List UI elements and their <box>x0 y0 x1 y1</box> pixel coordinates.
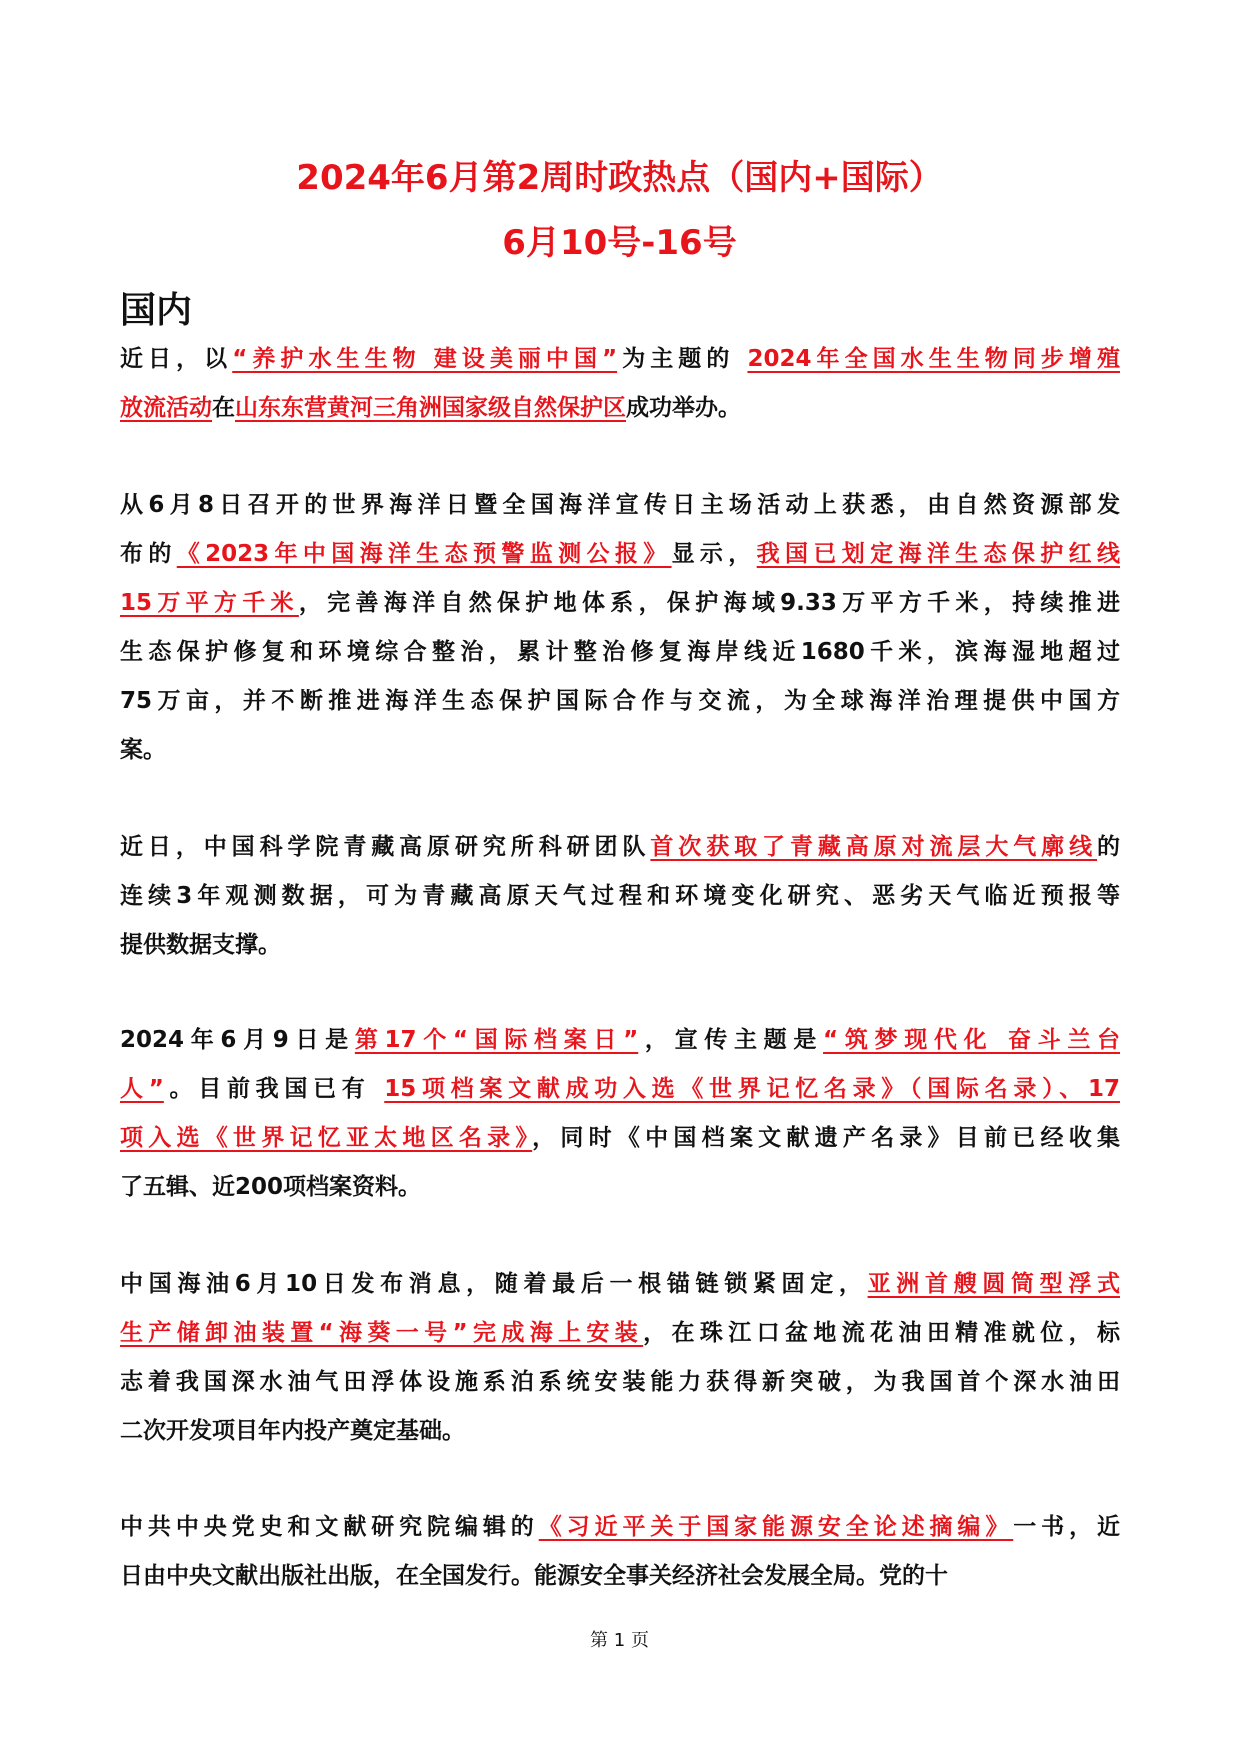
body-text: 案。 <box>120 737 166 763</box>
news-paragraph <box>120 823 1120 970</box>
body-text: 提供数据支撑。 <box>120 932 281 958</box>
text-line <box>120 628 1120 677</box>
body-text: 中共中央党史和文献研究院编辑的 <box>120 1514 539 1540</box>
body-text: 的 <box>1097 834 1121 860</box>
page-number: 第 1 页 <box>590 1630 649 1651</box>
body-text: 日由中央文献出版社出版，在全国发行。能源安全事关经济社会发展全局。党的十 <box>120 1563 948 1589</box>
text-line <box>120 481 1120 530</box>
body-text: 成功举办。 <box>626 395 741 421</box>
text-line <box>120 921 1120 970</box>
body-text: 一书，近 <box>1013 1514 1121 1540</box>
body-text: 为主题的 <box>617 346 748 372</box>
text-line <box>120 1114 1120 1163</box>
text-line <box>120 1016 1120 1065</box>
news-paragraph <box>120 1260 1120 1456</box>
text-line <box>120 1309 1120 1358</box>
highlighted-text: 亚洲首艘圆筒型浮式 <box>867 1271 1121 1297</box>
text-line <box>120 1407 1120 1456</box>
text-line <box>120 579 1120 628</box>
body-text: 75万亩，并不断推进海洋生态保护国际合作与交流，为全球海洋治理提供中国方 <box>120 688 1120 714</box>
text-line <box>120 1260 1120 1309</box>
body-text: ，完善海洋自然保护地体系，保护海域9.33万平方千米，持续推进 <box>298 590 1120 616</box>
text-line <box>120 1503 1120 1552</box>
text-line <box>120 530 1120 579</box>
highlighted-text: 《习近平关于国家能源安全论述摘编》 <box>538 1514 1014 1540</box>
text-line <box>120 677 1120 726</box>
document-subtitle: 6月10号-16号 <box>502 223 737 263</box>
highlighted-text: 人” <box>120 1076 164 1102</box>
body-text: 2024年6月9日是 <box>120 1027 355 1053</box>
highlighted-text: “筑梦现代化 奋斗兰台 <box>823 1027 1121 1053</box>
body-text: 显示， <box>671 541 757 567</box>
section-heading-domestic: 国内 <box>120 290 193 331</box>
text-line <box>120 726 1120 775</box>
body-text: ，宣传主题是 <box>638 1027 824 1053</box>
body-text: 。目前我国已有 <box>163 1076 385 1102</box>
highlighted-text: 生产储卸油装置“海葵一号”完成海上安装 <box>120 1320 644 1346</box>
text-line <box>120 1163 1120 1212</box>
news-paragraph <box>120 1503 1120 1601</box>
body-text: 了五辑、近200项档案资料。 <box>120 1174 422 1200</box>
body-text: 从6月8日召开的世界海洋日暨全国海洋宣传日主场活动上获悉，由自然资源部发 <box>120 492 1120 518</box>
highlighted-text: 放流活动 <box>120 395 212 421</box>
body-text: 生态保护修复和环境综合整治，累计整治修复海岸线近1680千米，滨海湿地超过 <box>120 639 1120 665</box>
news-paragraph <box>120 481 1120 775</box>
text-line <box>120 335 1120 384</box>
highlighted-text: 项入选《世界记忆亚太地区名录》 <box>120 1125 533 1151</box>
text-line <box>120 872 1120 921</box>
highlighted-text: “养护水生生物 建设美丽中国” <box>232 346 618 372</box>
body-text: 志着我国深水油气田浮体设施系泊系统安装能力获得新突破，为我国首个深水油田 <box>120 1369 1120 1395</box>
body-text: 在 <box>212 395 235 421</box>
body-text: 二次开发项目年内投产奠定基础。 <box>120 1418 465 1444</box>
news-paragraph <box>120 1016 1120 1212</box>
news-paragraph <box>120 335 1120 433</box>
highlighted-text: 《2023年中国海洋生态预警监测公报》 <box>176 541 672 567</box>
text-line <box>120 384 1120 433</box>
body-text: ，同时《中国档案文献遗产名录》目前已经收集 <box>532 1125 1121 1151</box>
text-line <box>120 1552 1120 1601</box>
highlighted-text: 15项档案文献成功入选《世界记忆名录》（国际名录）、17 <box>384 1076 1120 1102</box>
body-text: 连续3年观测数据，可为青藏高原天气过程和环境变化研究、恶劣天气临近预报等 <box>120 883 1120 909</box>
highlighted-text: 山东东营黄河三角洲国家级自然保护区 <box>235 395 626 421</box>
text-line <box>120 1358 1120 1407</box>
body-text: 近日，以 <box>120 346 233 372</box>
body-text: 布的 <box>120 541 177 567</box>
highlighted-text: 第17个“国际档案日” <box>354 1027 639 1053</box>
document-title: 2024年6月第2周时政热点（国内+国际） <box>296 158 943 198</box>
text-line <box>120 1065 1120 1114</box>
highlighted-text: 15万平方千米 <box>120 590 299 616</box>
highlighted-text: 2024年全国水生生物同步增殖 <box>747 346 1121 372</box>
body-text: 近日，中国科学院青藏高原研究所科研团队 <box>120 834 651 860</box>
highlighted-text: 首次获取了青藏高原对流层大气廓线 <box>650 834 1098 860</box>
text-line <box>120 823 1120 872</box>
highlighted-text: 我国已划定海洋生态保护红线 <box>756 541 1121 567</box>
body-text: 中国海油6月10日发布消息，随着最后一根锚链锁紧固定， <box>120 1271 868 1297</box>
body-text: ，在珠江口盆地流花油田精准就位，标 <box>643 1320 1121 1346</box>
